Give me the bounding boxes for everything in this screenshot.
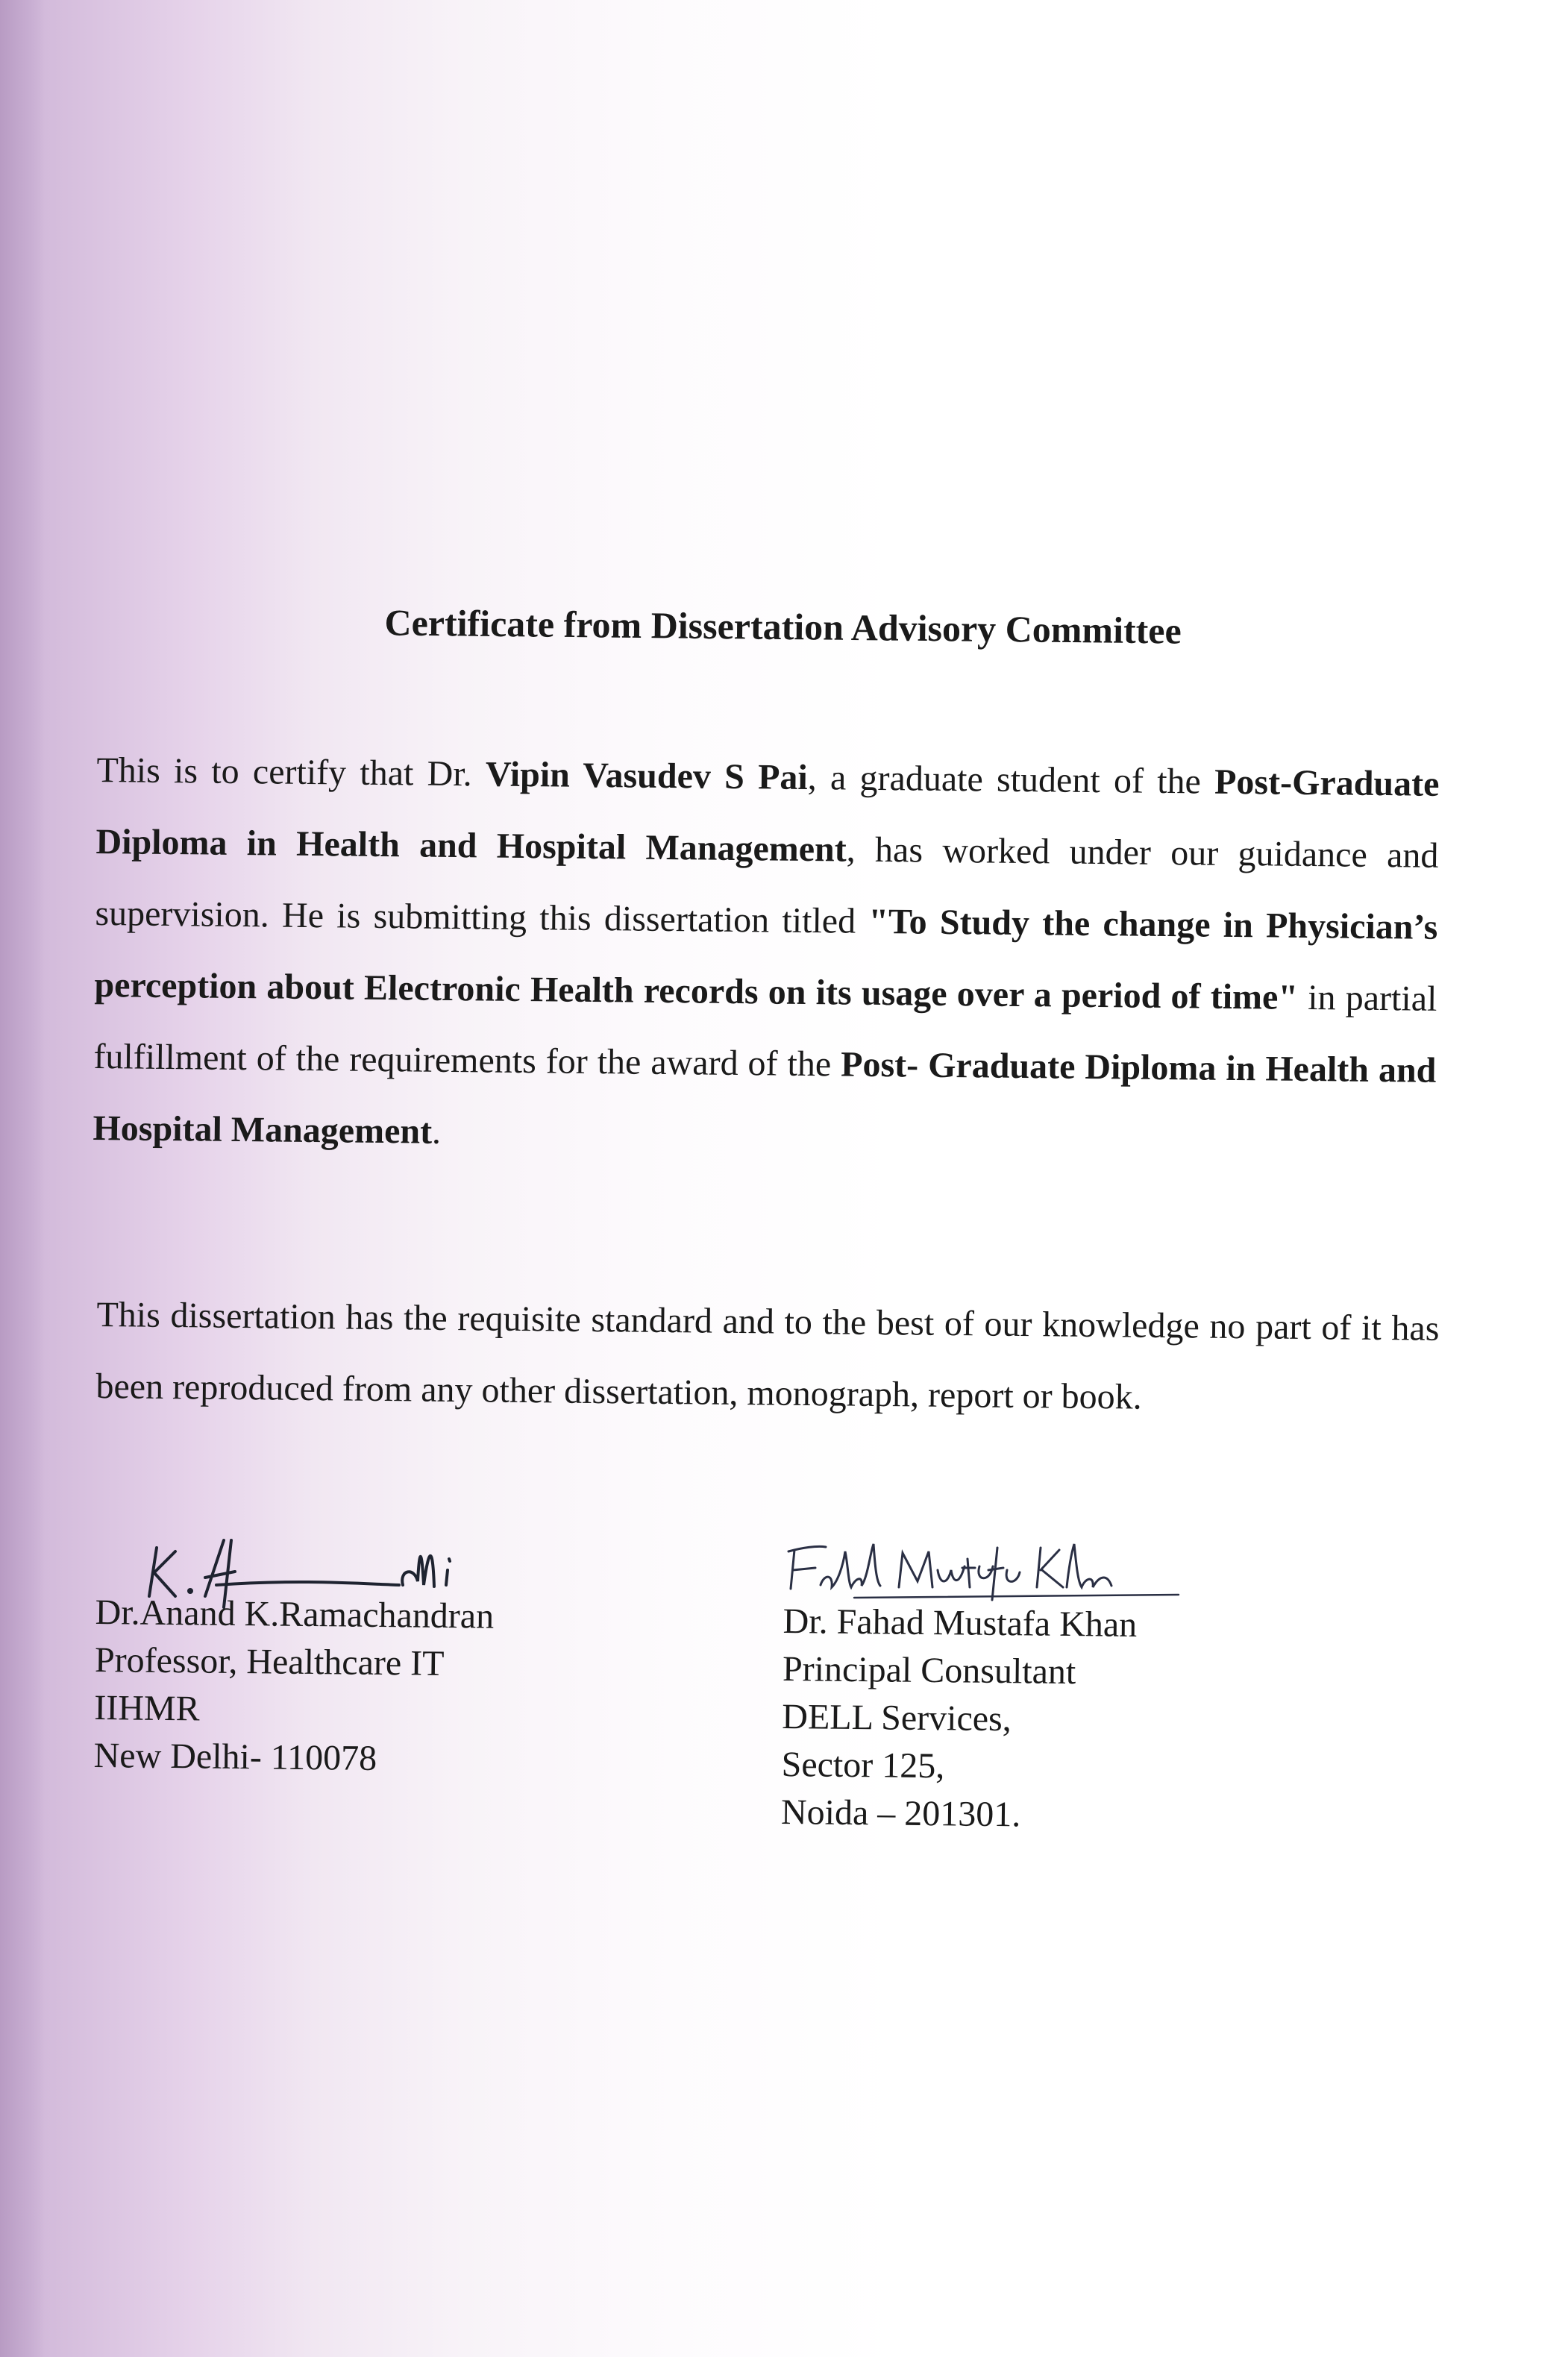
- para1-text-3: , has worked under our guidance and supervision. He is submitting this dissertation titled: [95, 829, 1439, 941]
- binding-shadow: [0, 0, 45, 2357]
- program-name: Post-Graduate Diploma in Health and Hospital Management: [95, 762, 1440, 870]
- signatory-right-name: Dr. Fahad Mustafa Khan: [783, 1601, 1138, 1645]
- signatory-left-address: New Delhi- 110078: [93, 1735, 377, 1778]
- para1-text-2: , a graduate student of the: [807, 757, 1215, 802]
- para1-text-4: in partial fulfillment of the requirements for the award of the: [93, 977, 1437, 1085]
- para1-text-5: .: [431, 1111, 442, 1152]
- signatory-left: [93, 1589, 494, 1784]
- signatory-right: [781, 1598, 1138, 1840]
- signatory-right-address-2: Noida – 201301.: [780, 1792, 1021, 1835]
- signature-right-image: [780, 1537, 1197, 1604]
- student-name: Vipin Vasudev S Pai: [485, 754, 809, 797]
- originality-paragraph: This dissertation has the requisite standard and to the best of our knowledge no part of it has been reproduced from any other dissertation, monograph, report or book.: [95, 1294, 1440, 1417]
- dissertation-title: "To Study the change in Physician’s perception about Electronic Health records on its usage over a period of time": [94, 901, 1438, 1017]
- certification-paragraph: [92, 735, 1440, 1178]
- signatory-left-title: Professor, Healthcare IT: [94, 1639, 445, 1683]
- program-name-repeat: Post- Graduate Diploma in Health and Hospital Management: [92, 1044, 1437, 1152]
- signatory-right-address-1: Sector 125,: [781, 1744, 945, 1786]
- signatory-left-name: Dr.Anand K.Ramachandran: [95, 1592, 495, 1636]
- signatory-right-organization: DELL Services,: [782, 1696, 1012, 1739]
- certificate-heading: Certificate from Dissertation Advisory Committee: [384, 601, 1182, 652]
- para1-text-1: This is to certify that Dr.: [96, 750, 486, 794]
- signatory-left-organization: IIHMR: [94, 1687, 200, 1729]
- signatory-right-title: Principal Consultant: [782, 1648, 1076, 1692]
